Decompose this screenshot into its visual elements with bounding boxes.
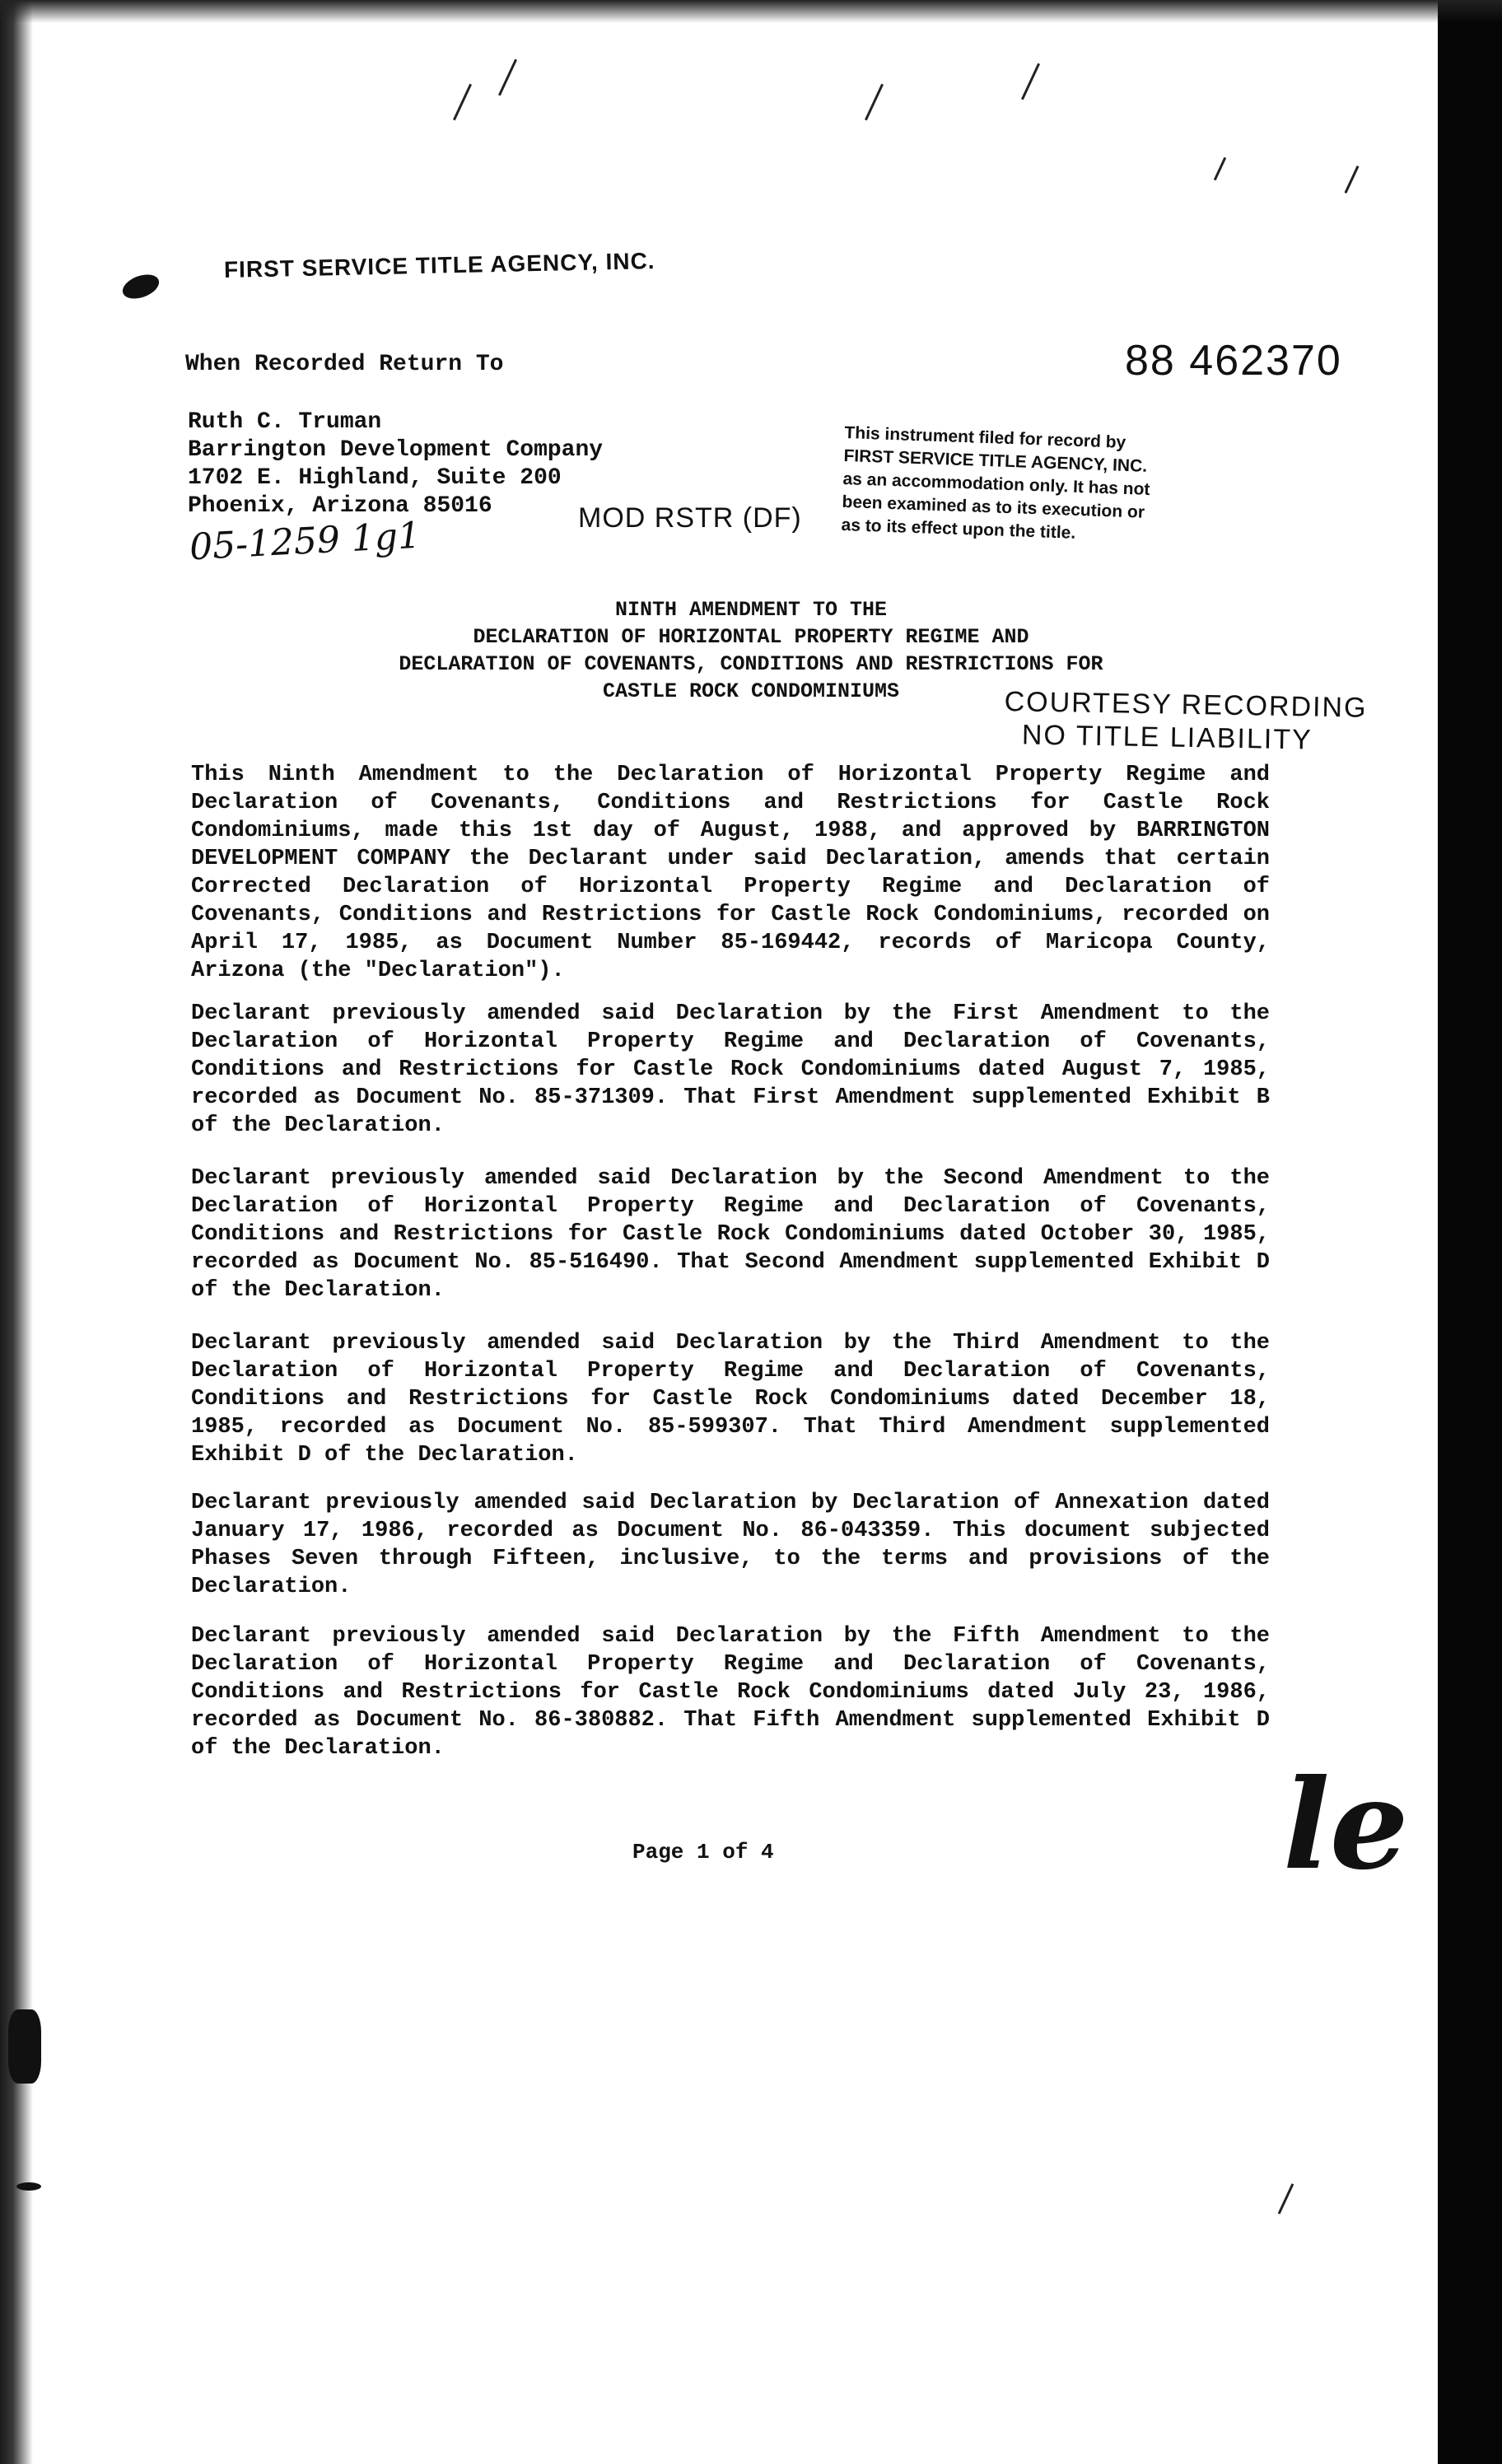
scan-edge-left: [0, 0, 33, 2464]
scan-speck: [16, 2182, 41, 2191]
title-agency-name: FIRST SERVICE TITLE AGENCY, INC.: [223, 248, 655, 282]
handwritten-note: 05-1259 1g1: [188, 514, 422, 569]
stamp-line: been examined as to its execution or: [842, 492, 1145, 522]
scan-mark: [1345, 166, 1360, 194]
paragraph-second-amendment: Declarant previously amended said Declaration by the Second Amendment to the Declaration of Horizontal Property Regime and Declaration of Covenants, Conditions and Restrictions for Castle Rock Condominiums dated October 30, 1985, recorded as Document No. 85-516490. That Second Amendment supplemented Exhibit D of the Declaration.: [191, 1166, 1270, 1303]
document-title: [0, 596, 1502, 705]
paragraph-intro: This Ninth Amendment to the Declaration of Horizontal Property Regime and Declaration of Covenants, Conditions and Restrictions for Castle Rock Condominiums, made this 1st day of August, 1988, and approved by BARRINGTON DEVELOPMENT COMPANY the Declarant under said Declaration, amends that certain Corrected Declaration of Horizontal Property Regime and Declaration of Covenants, Conditions and Restrictions for Castle Rock Condominiums, recorded on April 17, 1985, as Document Number 85-169442, records of Maricopa County, Arizona (the "Declaration").: [191, 763, 1270, 983]
title-line: CASTLE ROCK CONDOMINIUMS: [602, 679, 900, 703]
scan-edge-top: [0, 0, 1502, 23]
scan-speck: [119, 270, 162, 303]
scan-edge-right: [1438, 0, 1502, 2464]
paragraph-annexation: Declarant previously amended said Declaration by Declaration of Annexation dated January 17, 1986, recorded as Document No. 86-043359. This document subjected Phases Seven through Fifteen, inclusive, to the terms and provisions of the Declaration.: [191, 1491, 1270, 1599]
title-line: NINTH AMENDMENT TO THE: [614, 598, 888, 622]
courtesy-line: COURTESY RECORDING: [1004, 685, 1368, 724]
paragraph-first-amendment: Declarant previously amended said Declaration by the First Amendment to the Declaration of Horizontal Property Regime and Declaration of Covenants, Conditions and Restrictions for Castle Rock Condominiums dated August 7, 1985, recorded as Document No. 85-371309. That First Amendment supplemented Exhibit B of the Declaration.: [191, 1001, 1270, 1138]
return-address: [188, 408, 603, 520]
scan-mark: [453, 84, 472, 121]
address-line: 1702 E. Highland, Suite 200: [188, 465, 562, 491]
scan-mark: [1278, 2183, 1294, 2214]
stamp-line: This instrument filed for record by: [844, 422, 1126, 452]
address-line: Barrington Development Company: [188, 437, 604, 463]
accommodation-stamp: [841, 422, 1152, 548]
return-label: When Recorded Return To: [185, 352, 504, 377]
scan-speck: [8, 2009, 41, 2084]
stamp-line: as to its effect upon the title.: [841, 515, 1076, 543]
scan-mark: [1021, 63, 1040, 100]
scan-mark: [498, 59, 517, 96]
document-number: 88 462370: [1125, 337, 1342, 385]
address-line: Phoenix, Arizona 85016: [188, 493, 492, 519]
paragraph-fifth-amendment: Declarant previously amended said Declaration by the Fifth Amendment to the Declaration of Horizontal Property Regime and Declaration of Covenants, Conditions and Restrictions for Castle Rock Condominiums dated July 23, 1986, recorded as Document No. 86-380882. That Fifth Amendment supplemented Exhibit D of the Declaration.: [191, 1624, 1270, 1761]
title-line: DECLARATION OF COVENANTS, CONDITIONS AND RESTRICTIONS FOR: [399, 652, 1103, 676]
stamp-line: FIRST SERVICE TITLE AGENCY, INC.: [843, 446, 1148, 476]
address-line: Ruth C. Truman: [188, 409, 382, 435]
courtesy-line: NO TITLE LIABILITY: [1021, 719, 1313, 756]
page-number: Page 1 of 4: [632, 1840, 774, 1864]
scan-mark: [865, 84, 884, 121]
handwritten-initial: le: [1283, 1752, 1409, 1897]
scan-mark: [1214, 157, 1226, 180]
title-line: DECLARATION OF HORIZONTAL PROPERTY REGIME AND: [473, 625, 1029, 649]
stamp-line: as an accommodation only. It has not: [842, 469, 1150, 499]
mod-rstr-stamp: MOD RSTR (DF): [578, 502, 802, 534]
paragraph-third-amendment: Declarant previously amended said Declaration by the Third Amendment to the Declaration of Horizontal Property Regime and Declaration of Covenants, Conditions and Restrictions for Castle Rock Condominiums dated December 18, 1985, recorded as Document No. 85-599307. That Third Amendment supplemented Exhibit D of the Declaration.: [191, 1331, 1270, 1468]
